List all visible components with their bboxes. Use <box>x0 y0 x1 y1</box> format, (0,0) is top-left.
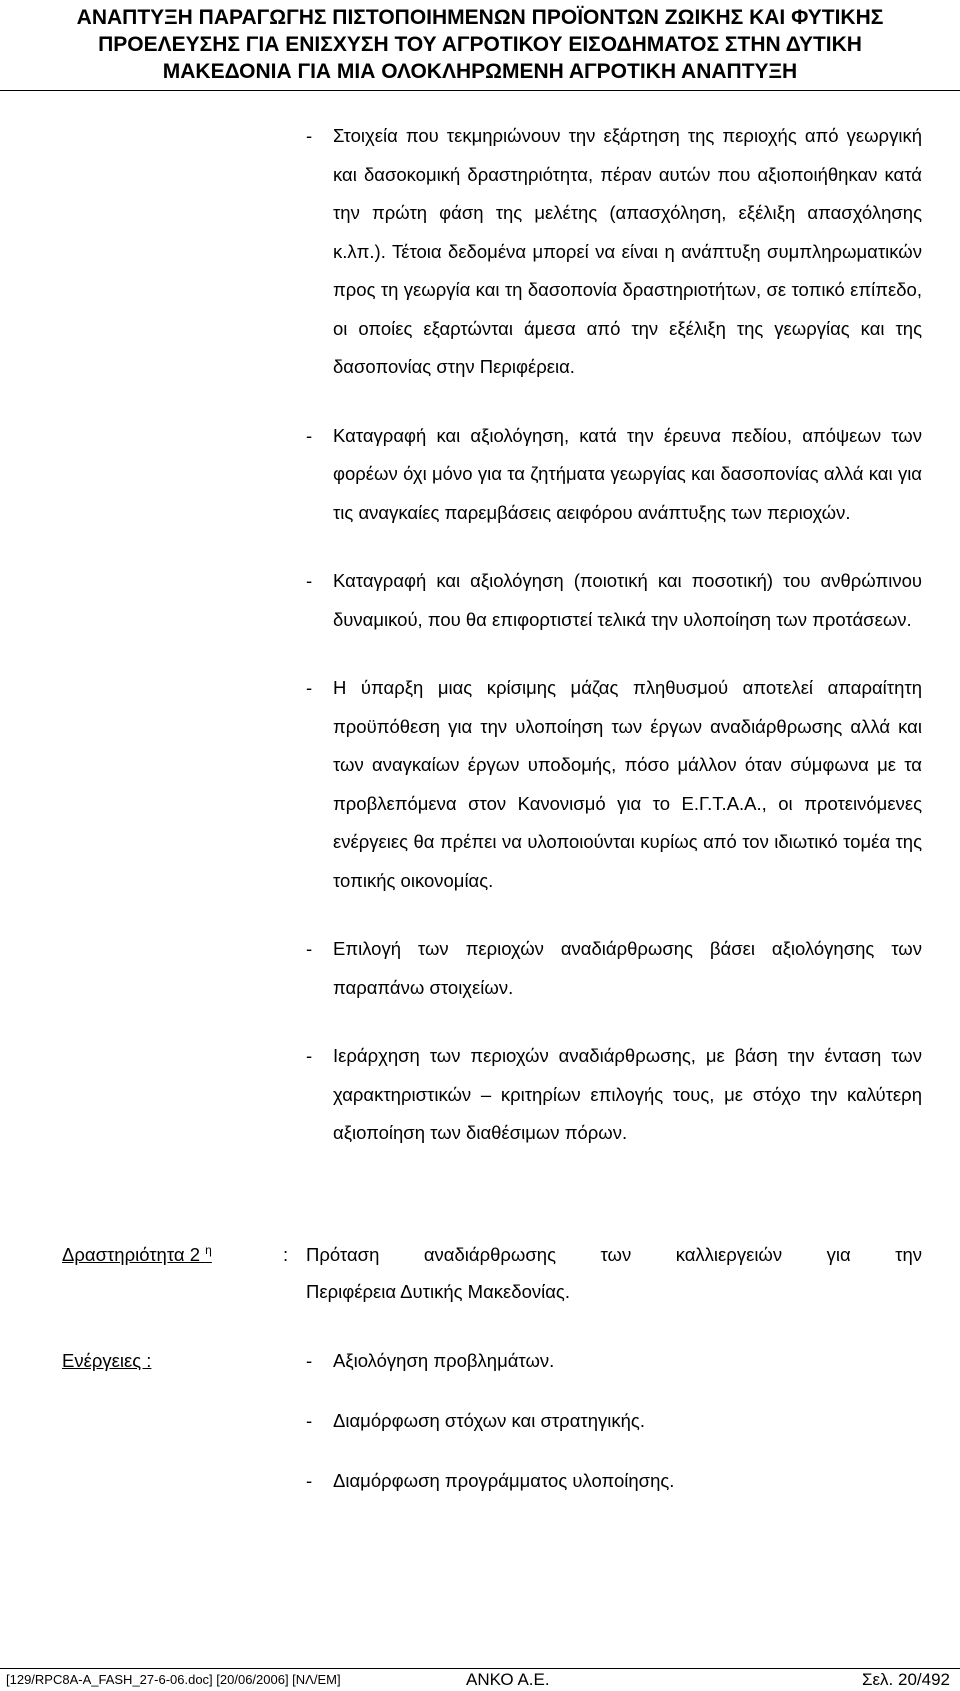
list-item-text: Επιλογή των περιοχών αναδιάρθρωσης βάσει αξιολόγησης των παραπάνω στοιχείων. <box>333 938 922 998</box>
list-bullet: - <box>306 125 313 146</box>
list-bullet: - <box>306 1045 313 1066</box>
list-bullet: - <box>306 570 313 591</box>
list-item <box>306 417 922 533</box>
list-item-text: Ιεράρχηση των περιοχών αναδιάρθρωσης, με βάση την ένταση των χαρακτηριστικών – κριτηρίων επιλογής τους, με στόχο την καλύτερη αξιοποίηση των διαθέσιμων πόρων. <box>333 1045 922 1143</box>
activity-colon: : <box>283 1244 289 1265</box>
activity-label: Δραστηριότητα 2 $^\eta$ <box>62 1242 212 1265</box>
list-bullet: - <box>306 677 313 698</box>
action-item-text: Διαμόρφωση στόχων και στρατηγικής. <box>333 1410 645 1431</box>
header-title-line-2: ΠΡΟΕΛΕΥΣΗΣ ΓΙΑ ΕΝΙΣΧΥΣΗ ΤΟΥ ΑΓΡΟΤΙΚΟΥ ΕΙΣΟΔΗΜΑΤΟΣ ΣΤΗΝ ΔΥΤΙΚΗ <box>98 33 862 56</box>
list-item-text: Στοιχεία που τεκμηριώνουν την εξάρτηση της περιοχής από γεωργική και δασοκομική δραστηριότητα, πέραν αυτών που αξιοποιήθηκαν κατά την πρώτη φάση της μελέτης (απασχόληση, εξέλιξη απασχόλησης κ.λπ.). Τέτοια δεδομένα μπορεί να είναι η ανάπτυξη συμπληρωματικών προς τη γεωργία και τη δασοπονία δραστηριοτήτων, σε τοπικό επίπεδο, οι οποίες εξαρτώνται άμεσα από την εξέλιξη της γεωργίας και της δασοπονίας στην Περιφέρεια. <box>333 125 922 377</box>
header-title-line-1: ΑΝΑΠΤΥΞΗ ΠΑΡΑΓΩΓΗΣ ΠΙΣΤΟΠΟΙΗΜΕΝΩΝ ΠΡΟΪΟΝΤΩΝ ΖΩΙΚΗΣ ΚΑΙ ΦΥΤΙΚΗΣ <box>76 6 884 29</box>
action-item <box>306 1342 922 1379</box>
action-item <box>306 1462 922 1499</box>
actions-label: Ενέργειες : <box>62 1350 152 1371</box>
header-title-line-3: ΜΑΚΕΔΟΝΙΑ ΓΙΑ ΜΙΑ ΟΛΟΚΛΗΡΩΜΕΝΗ ΑΓΡΟΤΙΚΗ ΑΝΑΠΤΥΞΗ <box>162 60 798 83</box>
activity-description <box>306 1236 922 1310</box>
activity-label-superscript: η <box>205 1242 212 1257</box>
footer-company: ΑΝΚΟ Α.Ε. <box>466 1670 550 1689</box>
action-bullet: - <box>306 1350 313 1371</box>
footer-divider <box>0 1668 960 1669</box>
action-bullet: - <box>306 1470 313 1491</box>
list-item <box>306 930 922 1007</box>
list-item <box>306 117 922 387</box>
page-footer <box>0 1670 960 1690</box>
action-item-text: Διαμόρφωση προγράμματος υλοποίησης. <box>333 1470 675 1491</box>
bullet-list <box>306 117 922 1183</box>
list-bullet: - <box>306 424 313 446</box>
footer-page-number: Σελ. 20/492 <box>861 1670 950 1689</box>
action-bullet: - <box>306 1410 313 1431</box>
list-bullet: - <box>306 938 313 959</box>
page-header <box>0 4 960 85</box>
actions-list <box>306 1342 922 1522</box>
list-item-text: Η ύπαρξη μιας κρίσιμης μάζας πληθυσμού αποτελεί απαραίτητη προϋπόθεση για την υλοποίηση των έργων αναδιάρθρωσης αλλά και των αναγκαίων έργων υποδομής, πόσο μάλλον όταν σύμφωνα με τα προβλεπόμενα στον Κανονισμό για το Ε.Γ.Τ.Α.Α., οι προτεινόμενες ενέργειες θα πρέπει να υλοποιούνται κυρίως από τον ιδιωτικό τομέα της τοπικής οικονομίας. <box>333 677 922 891</box>
list-item-text: Καταγραφή και αξιολόγηση (ποιοτική και ποσοτική) του ανθρώπινου δυναμικού, που θα επιφορτιστεί τελικά την υλοποίηση των προτάσεων. <box>333 570 922 630</box>
action-item <box>306 1402 922 1439</box>
list-item <box>306 669 922 900</box>
action-item-text: Αξιολόγηση προβλημάτων. <box>333 1350 555 1371</box>
list-item <box>306 1037 922 1153</box>
list-item-text: Καταγραφή και αξιολόγηση, κατά την έρευνα πεδίου, απόψεων των φορέων όχι μόνο για τα ζητήματα γεωργίας και δασοπονίας αλλά και για τις αναγκαίες παρεμβάσεις αειφόρου ανάπτυξης των περιοχών. <box>333 424 922 523</box>
footer-document-reference: [129/RPC8A-A_FASH_27-6-06.doc] [20/06/2006] [ΝΛ/ΕΜ] <box>6 1672 341 1687</box>
list-item <box>306 562 922 639</box>
header-divider <box>0 90 960 91</box>
activity-description-line-1: Πρόταση αναδιάρθρωσης των καλλιεργειών για την <box>306 1244 922 1265</box>
activity-description-line-2: Περιφέρεια Δυτικής Μακεδονίας. <box>306 1281 570 1302</box>
